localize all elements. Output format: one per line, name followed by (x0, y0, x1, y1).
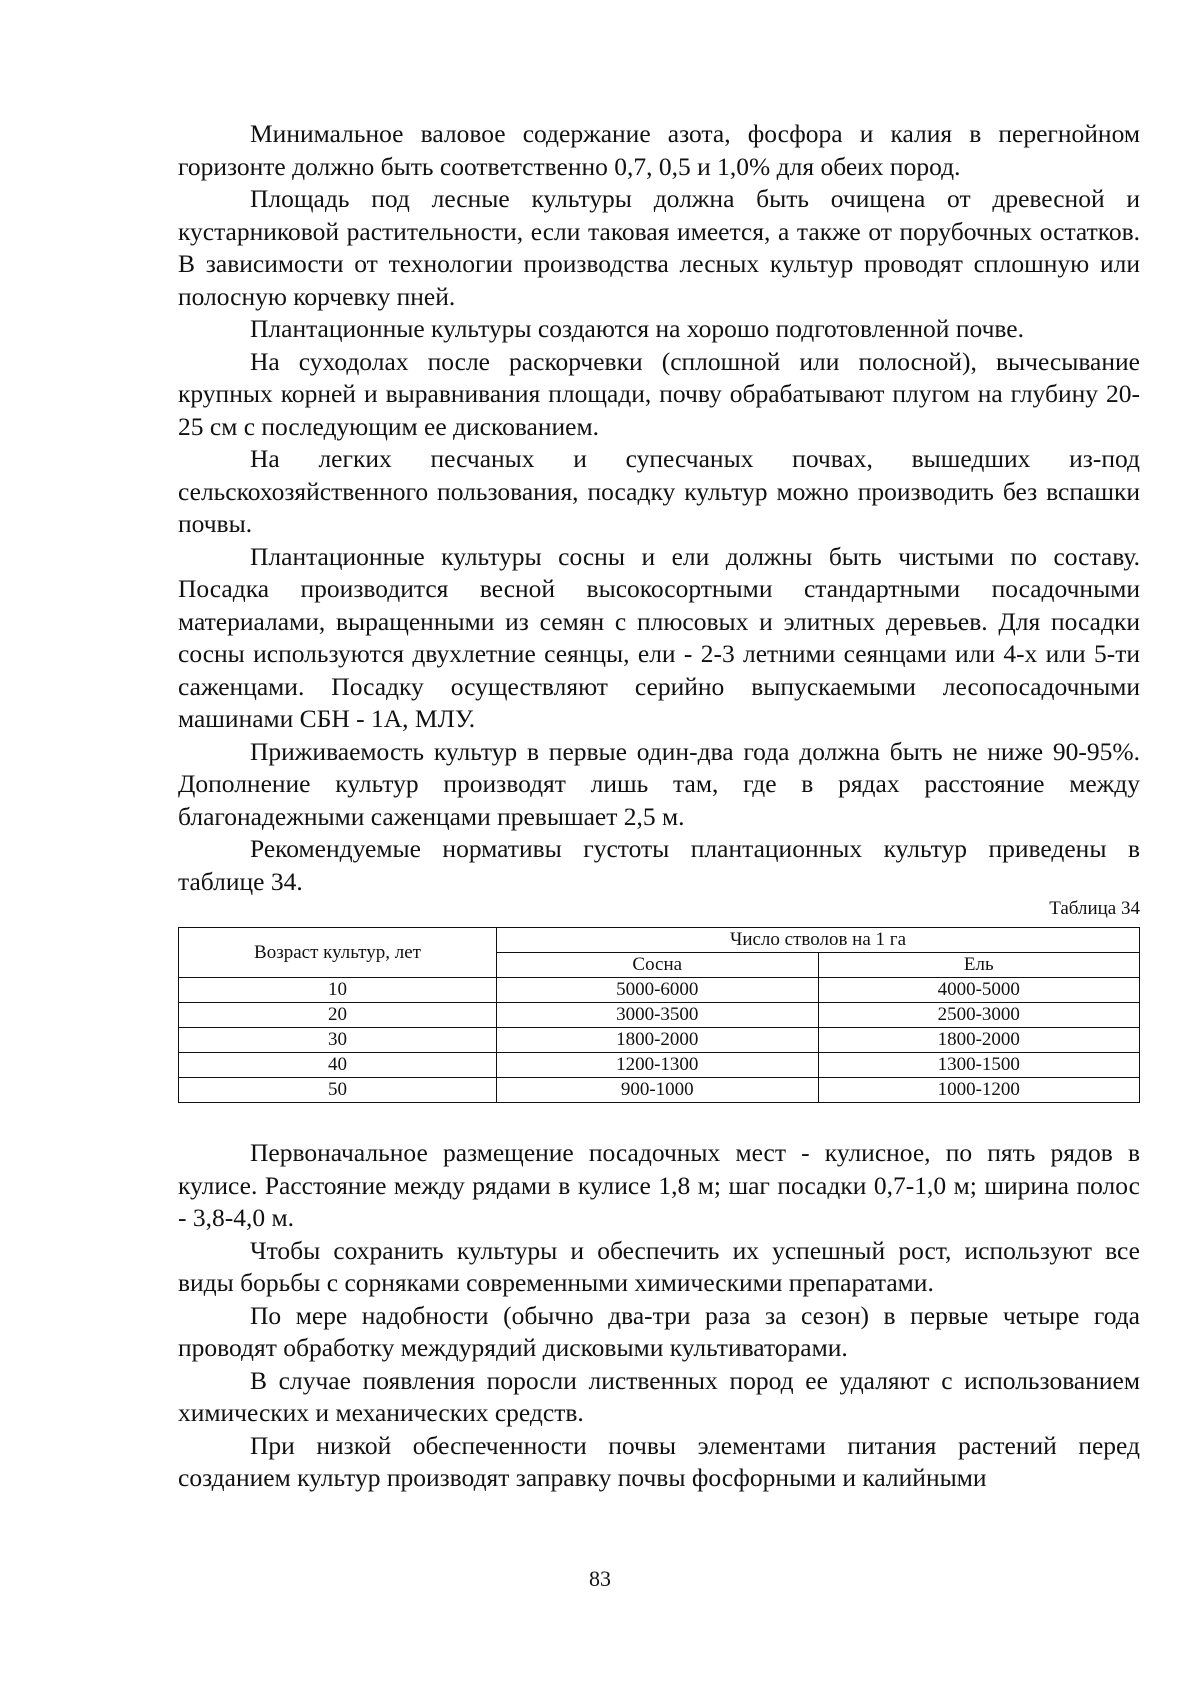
paragraph: По мере надобности (обычно два-три раза за сезон) в первые четыре года проводят обработку междурядий дисковыми культиваторами. (178, 1300, 1140, 1362)
table-row (179, 978, 1140, 1003)
cell-spruce: 1800-2000 (818, 1028, 1139, 1053)
paragraph: Рекомендуемые нормативы густоты плантационных культур приведены в таблице 34. (178, 834, 1140, 896)
cell-pine: 1800-2000 (496, 1028, 818, 1053)
header-pine: Сосна (496, 953, 818, 978)
cell-spruce: 2500-3000 (818, 1003, 1139, 1028)
text-after-table (178, 1137, 1140, 1495)
table-row (179, 1028, 1140, 1053)
cell-age: 10 (179, 978, 497, 1003)
paragraph: Приживаемость культур в первые один-два года должна быть не ниже 90-95%. Дополнение культур производят лишь там, где в рядах расстояние между благонадежными саженцами превышает 2,5 м. (178, 736, 1140, 831)
table-row (179, 1053, 1140, 1078)
table-row (179, 1003, 1140, 1028)
cell-pine: 5000-6000 (496, 978, 818, 1003)
cell-spruce: 1300-1500 (818, 1053, 1139, 1078)
table-row (179, 1078, 1140, 1103)
table-header-row (179, 928, 1140, 953)
paragraph: При низкой обеспеченности почвы элементами питания растений перед созданием культур производят заправку почвы фосфорными и калийными (178, 1430, 1140, 1492)
page-content (178, 118, 1140, 1495)
paragraph: В случае появления поросли лиственных пород ее удаляют с использованием химических и механических средств. (178, 1365, 1140, 1427)
paragraph: На легких песчаных и супесчаных почвах, вышедших из-под сельскохозяйственного пользования, посадку культур можно производить без вспашки почвы. (178, 444, 1140, 538)
density-table (178, 927, 1140, 1103)
cell-spruce: 1000-1200 (818, 1078, 1139, 1103)
cell-pine: 1200-1300 (496, 1053, 818, 1078)
paragraph: Чтобы сохранить культуры и обеспечить их успешный рост, используют все виды борьбы с сорняками современными химическими препаратами. (178, 1235, 1140, 1297)
table-caption: Таблица 34 (1049, 898, 1140, 919)
cell-age: 20 (179, 1003, 497, 1028)
cell-pine: 3000-3500 (496, 1003, 818, 1028)
cell-pine: 900-1000 (496, 1078, 818, 1103)
header-spruce: Ель (818, 953, 1139, 978)
paragraph: Площадь под лесные культуры должна быть очищена от древесной и кустарниковой растительности, если таковая имеется, а также от порубочных остатков. В зависимости от технологии производства лесных культур проводят сплошную или полосную корчевку пней. (178, 184, 1140, 311)
paragraph: Первоначальное размещение посадочных мест - кулисное, по пять рядов в кулисе. Расстояние между рядами в кулисе 1,8 м; шаг посадки 0,7-1,0 м; ширина полос - 3,8-4,0 м. (178, 1138, 1140, 1232)
cell-spruce: 4000-5000 (818, 978, 1139, 1003)
cell-age: 50 (179, 1078, 497, 1103)
paragraph: На суходолах после раскорчевки (сплошной или полосной), вычесывание крупных корней и выравнивания площади, почву обрабатывают плугом на глубину 20-25 см с последующим ее дискованием. (178, 346, 1140, 441)
paragraph: Минимальное валовое содержание азота, фосфора и калия в перегнойном горизонте должно быть соответственно 0,7, 0,5 и 1,0% для обеих пород. (178, 119, 1140, 181)
page-number: 83 (589, 1566, 611, 1591)
cell-age: 30 (179, 1028, 497, 1053)
header-group: Число стволов на 1 га (496, 928, 1139, 953)
paragraph: Плантационные культуры создаются на хорошо подготовленной почве. (250, 314, 1024, 343)
cell-age: 40 (179, 1053, 497, 1078)
paragraph: Плантационные культуры сосны и ели должны быть чистыми по составу. Посадка производится весной высокосортными стандартными посадочными материалами, выращенными из семян с плюсовых и элитных деревьев. Для посадки сосны используются двухлетние сеянцы, ели - 2-3 летними сеянцами или 4-х или 5-ти саженцами. Посадку осуществляют серийно выпускаемыми лесопосадочными машинами СБН - 1А, МЛУ. (178, 541, 1140, 733)
header-age: Возраст культур, лет (179, 928, 497, 978)
